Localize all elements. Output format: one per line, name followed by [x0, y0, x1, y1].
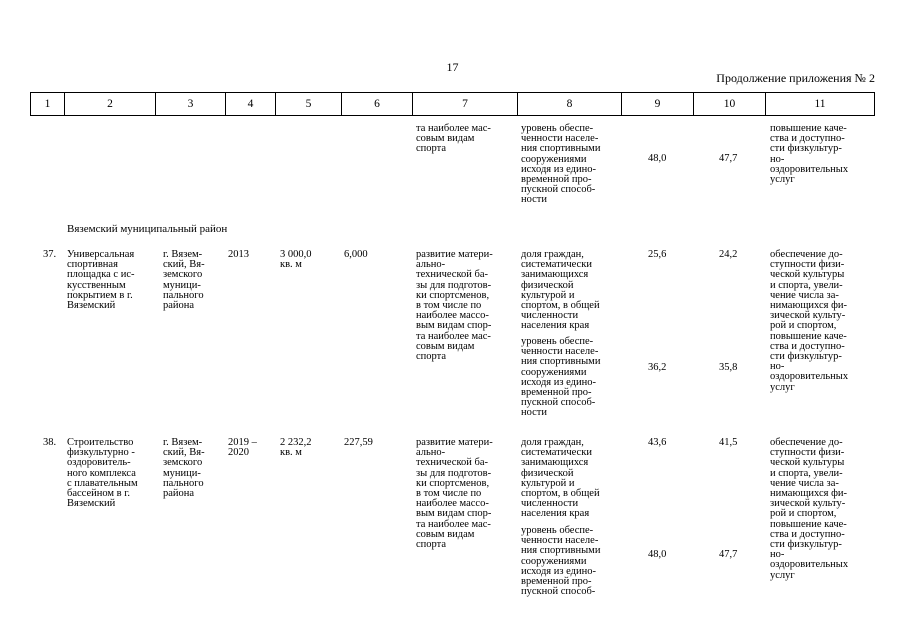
prev-value-cell: 48,0 — [648, 153, 667, 164]
prev-goal-cell: та наиболее мас- совым видам спорта — [416, 123, 491, 155]
column-header: 8 — [517, 92, 621, 116]
capacity-cell: 2 232,2 кв. м — [280, 437, 312, 459]
column-header: 10 — [693, 92, 765, 116]
object-name-cell: Строительство физкультурно - оздоровитель- ного комплекса с плавательным бассейном в г. Вяземский — [67, 437, 138, 510]
column-header: 3 — [155, 92, 225, 116]
indicator-value-cell: 36,2 — [648, 362, 667, 373]
indicator-value-cell: 25,6 — [648, 249, 667, 260]
indicator-value-cell: 48,0 — [648, 549, 667, 560]
column-header: 4 — [225, 92, 275, 116]
indicator-cell: уровень обеспе- ченности населе- ния спортивными сооружениями исходя из едино- временной про- пускной способ- ности — [521, 336, 601, 419]
page-number: 17 — [446, 60, 459, 74]
indicator-cell: уровень обеспе- ченности населе- ния спортивными сооружениями исходя из едино- временной про- пускной способ- — [521, 525, 601, 598]
continuation-label: Продолжение приложения № 2 — [716, 71, 875, 85]
column-header: 6 — [341, 92, 412, 116]
capacity-cell: 3 000,0 кв. м — [280, 249, 312, 271]
indicator-value-cell: 35,8 — [719, 362, 738, 373]
location-cell: г. Вязем- ский, Вя- земского муници- пального района — [163, 437, 205, 500]
column-header: 9 — [621, 92, 693, 116]
location-cell: г. Вязем- ский, Вя- земского муници- пального района — [163, 249, 205, 312]
column-header: 2 — [64, 92, 155, 116]
indicator-value-cell: 24,2 — [719, 249, 738, 260]
year-cell: 2019 – 2020 — [228, 437, 257, 459]
effect-cell: обеспечение до- ступности физи- ческой культуры и спорта, увели- чение числа за- нимающихся фи- зической культу- рой и спортом, повышение каче- ства и доступно- сти физкультур- но- оздоровительных услуг — [770, 437, 849, 581]
goal-cell: развитие матери- ально- технической ба- зы для подготов- ки спортсменов, в том числе по наиболее массо- вым видам спор- та наиболее мас- совым видам спорта — [416, 437, 493, 551]
prev-effect-cell: повышение каче- ства и доступно- сти физкультур- но- оздоровительных услуг — [770, 123, 849, 186]
effect-cell: обеспечение до- ступности физи- ческой культуры и спорта, увели- чение числа за- нимающихся фи- зической культу- рой и спортом, повышение каче- ства и доступно- сти физкультур- но- оздоровительных услуг — [770, 249, 849, 393]
indicator-cell: доля граждан, систематически занимающихся физической культурой и спортом, в общей численности населения края — [521, 437, 600, 520]
cost-cell: 227,59 — [344, 437, 373, 448]
prev-value-cell: 47,7 — [719, 153, 738, 164]
cost-cell: 6,000 — [344, 249, 368, 260]
goal-cell: развитие матери- ально- технической ба- зы для подготов- ки спортсменов, в том числе по наиболее массо- вым видам спор- та наиболее мас- совым видам спорта — [416, 249, 493, 363]
section-title: Вяземский муниципальный район — [67, 223, 228, 235]
indicator-value-cell: 43,6 — [648, 437, 667, 448]
year-cell: 2013 — [228, 249, 249, 260]
column-header: 5 — [275, 92, 341, 116]
prev-indicator-cell: уровень обеспе- ченности населе- ния спортивными сооружениями исходя из едино- временной про- пускной способ- ности — [521, 123, 601, 206]
column-header: 11 — [765, 92, 875, 116]
indicator-value-cell: 41,5 — [719, 437, 738, 448]
indicator-value-cell: 47,7 — [719, 549, 738, 560]
column-header: 7 — [412, 92, 517, 116]
row-number: 37. — [43, 249, 57, 260]
indicator-cell: доля граждан, систематически занимающихся физической культурой и спортом, в общей численности населения края — [521, 249, 600, 332]
column-header: 1 — [30, 92, 64, 116]
object-name-cell: Универсальная спортивная площадка с ис- кусственным покрытием в г. Вяземский — [67, 249, 135, 312]
row-number: 38. — [43, 437, 57, 448]
